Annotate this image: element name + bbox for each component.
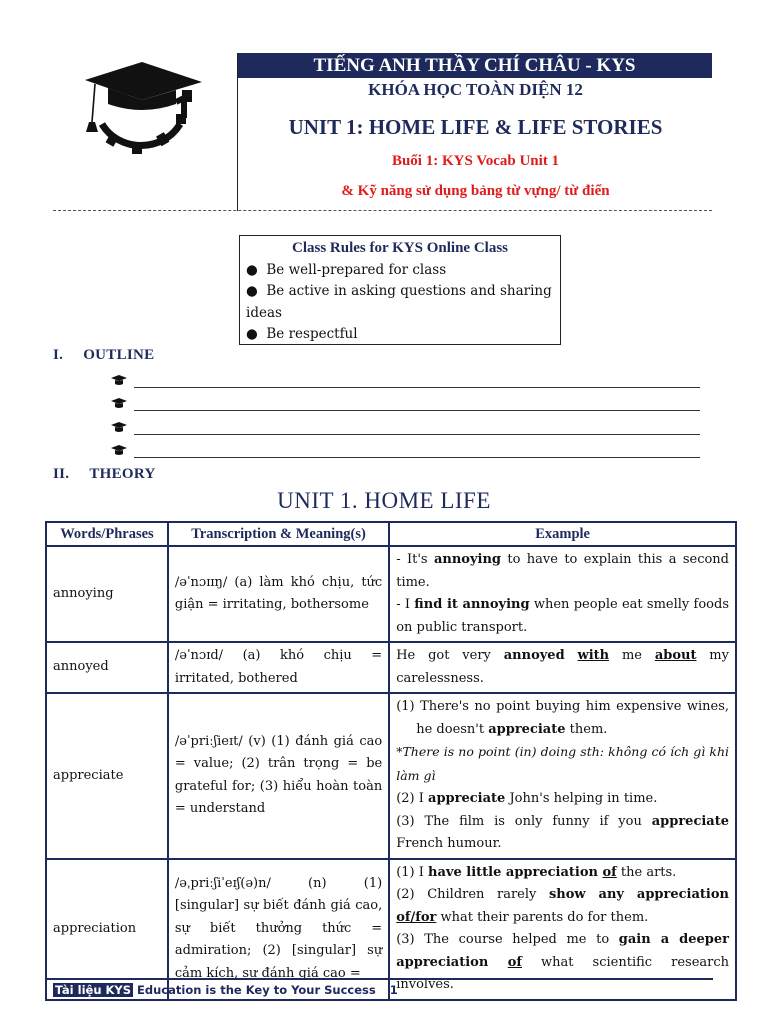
outline-heading: I. OUTLINE — [53, 347, 155, 363]
mortarboard-bullet-icon — [110, 396, 128, 410]
course-title: KHÓA HỌC TOÀN DIỆN 12 — [368, 80, 583, 99]
table-row — [46, 693, 736, 859]
meaning-cell: /əˌpriːʃiˈeɪʃ(ə)n/ (n) (1) [singular] sự biết đánh giá cao, sự biết thưởng thức = admiration; (2) [singular] sự cảm kích, sự đánh giá cao = — [168, 859, 389, 1000]
page-footer — [53, 983, 398, 997]
page-number: 1 — [389, 983, 398, 997]
word-cell: appreciation — [46, 859, 168, 1000]
rule-item: ● Be active in asking questions and sharing ideas — [246, 283, 552, 321]
table-row — [46, 642, 736, 693]
example-cell: - It's annoying to have to explain this a second time. - I find it annoying when people eat smelly foods on public transport. — [389, 546, 736, 642]
column-header: Transcription & Meaning(s) — [168, 522, 389, 546]
example-cell: He got very annoyed with me about my carelessness. — [389, 642, 736, 693]
skill-subtitle: & Kỹ năng sử dụng bảng từ vựng/ từ điển — [341, 183, 610, 199]
word-cell: annoyed — [46, 642, 168, 693]
footer-slogan: Education is the Key to Your Success — [133, 983, 376, 997]
outline-line — [110, 394, 700, 414]
graduation-cap-gear-logo — [80, 62, 205, 167]
meaning-cell: /əˈnɔɪɪŋ/ (a) làm khó chịu, tức giận = irritating, bothersome — [168, 546, 389, 642]
dashed-divider — [53, 210, 712, 211]
meaning-cell: /əˈpriːʃieɪt/ (v) (1) đánh giá cao = value; (2) trân trọng = be grateful for; (3) hiểu hoàn toàn = understand — [168, 693, 389, 859]
rule-item: ● Be respectful — [246, 326, 358, 342]
column-header: Example — [389, 522, 736, 546]
session-title: Buổi 1: KYS Vocab Unit 1 — [391, 153, 560, 169]
outline-line — [110, 441, 700, 461]
mortarboard-bullet-icon — [110, 373, 128, 387]
word-cell: appreciate — [46, 693, 168, 859]
column-header: Words/Phrases — [46, 522, 168, 546]
footer-tag: Tài liệu KYS — [55, 983, 132, 997]
example-cell: (1) I have little appreciation of the arts. (2) Children rarely show any appreciation of/for what their parents do for them. (3) The course helped me to gain a deeper appreciation of what scientific research involves. — [389, 859, 736, 1000]
word-cell: annoying — [46, 546, 168, 642]
meaning-cell: /əˈnɔɪd/ (a) khó chịu = irritated, bothered — [168, 642, 389, 693]
footer-divider — [45, 978, 713, 980]
header-divider — [237, 53, 238, 211]
table-header-row — [46, 522, 736, 546]
brand-banner: TIẾNG ANH THẦY CHÍ CHÂU - KYS — [237, 53, 712, 78]
mortarboard-bullet-icon — [110, 420, 128, 434]
theory-heading: II. THEORY — [53, 466, 156, 482]
class-rules-title: Class Rules for KYS Online Class — [291, 240, 508, 256]
rule-item: ● Be well-prepared for class — [246, 261, 447, 278]
unit-title: UNIT 1: HOME LIFE & LIFE STORIES — [288, 115, 663, 139]
example-cell: (1) There's no point buying him expensive wines, he doesn't appreciate them. *There is no point (in) doing sth: không có ích gì khi làm gì (2) I appreciate John's helping in time. (3) The film is only funny if you appreciate French humour. — [389, 693, 736, 859]
table-row — [46, 546, 736, 642]
outline-line — [110, 371, 700, 391]
unit-heading: UNIT 1. HOME LIFE — [277, 488, 491, 513]
outline-line — [110, 418, 700, 438]
class-rules-box — [239, 235, 561, 345]
vocab-table — [45, 521, 737, 1001]
mortarboard-bullet-icon — [110, 443, 128, 457]
